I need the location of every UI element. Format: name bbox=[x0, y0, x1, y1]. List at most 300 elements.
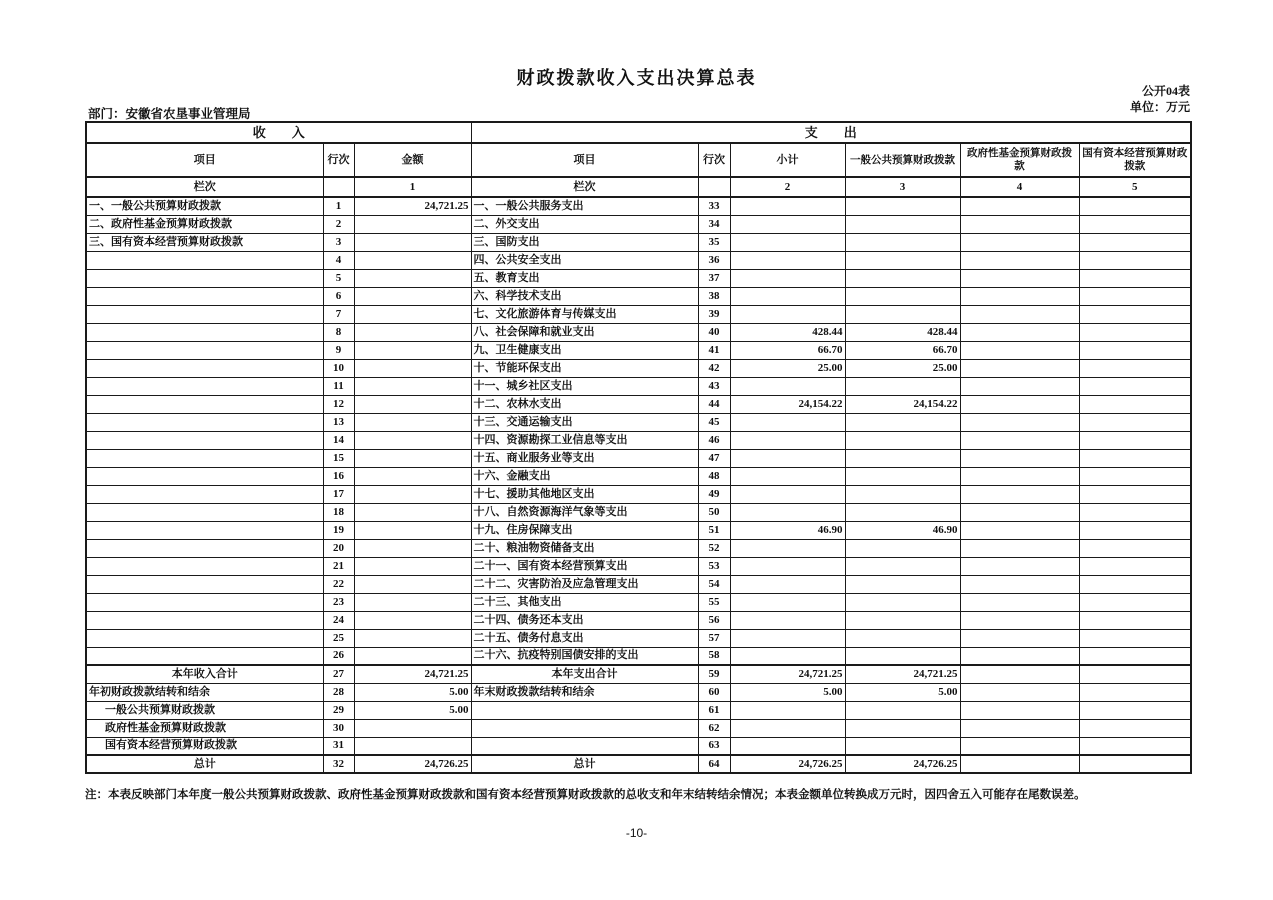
income-line-cell: 4 bbox=[323, 251, 354, 269]
income-lanci-blank bbox=[323, 177, 354, 197]
income-item-cell bbox=[86, 467, 323, 485]
expense-line-cell: 35 bbox=[698, 233, 730, 251]
expense-capital-cell bbox=[1079, 413, 1191, 431]
expense-general-cell: 428.44 bbox=[845, 323, 960, 341]
footnote: 注：本表反映部门本年度一般公共预算财政拨款、政府性基金预算财政拨款和国有资本经营预算财政拨款的总收支和年末结转结余情况；本表金额单位转换成万元时，因四舍五入可能存在尾数误差。 bbox=[85, 789, 1086, 801]
expense-subtotal-cell: 25.00 bbox=[730, 359, 845, 377]
expense-item-cell: 三、国防支出 bbox=[471, 233, 698, 251]
expense-line-cell: 36 bbox=[698, 251, 730, 269]
income-line-cell: 7 bbox=[323, 305, 354, 323]
income-line-cell: 10 bbox=[323, 359, 354, 377]
table-row bbox=[86, 629, 1191, 647]
expense-general-cell: 24,721.25 bbox=[845, 665, 960, 683]
expense-item-cell: 二十三、其他支出 bbox=[471, 593, 698, 611]
expense-item-cell: 八、社会保障和就业支出 bbox=[471, 323, 698, 341]
expense-capital-cell bbox=[1079, 737, 1191, 755]
income-item-cell bbox=[86, 521, 323, 539]
expense-general-cell bbox=[845, 377, 960, 395]
expense-item-cell: 二十五、债务付息支出 bbox=[471, 629, 698, 647]
table-row bbox=[86, 395, 1191, 413]
expense-general-cell bbox=[845, 431, 960, 449]
table-row bbox=[86, 449, 1191, 467]
expense-item-cell bbox=[471, 719, 698, 737]
income-amount-cell: 5.00 bbox=[354, 683, 471, 701]
income-item-cell: 一般公共预算财政拨款 bbox=[86, 701, 323, 719]
expense-capital-cell bbox=[1079, 539, 1191, 557]
table-row bbox=[86, 413, 1191, 431]
income-amount-cell bbox=[354, 485, 471, 503]
expense-fund-cell bbox=[960, 629, 1079, 647]
expense-general-cell bbox=[845, 719, 960, 737]
table-row bbox=[86, 287, 1191, 305]
expense-general-cell: 66.70 bbox=[845, 341, 960, 359]
table-row bbox=[86, 701, 1191, 719]
income-item-cell bbox=[86, 557, 323, 575]
income-item-cell bbox=[86, 377, 323, 395]
expense-fund-cell bbox=[960, 341, 1079, 359]
table-row bbox=[86, 341, 1191, 359]
expense-item-cell: 六、科学技术支出 bbox=[471, 287, 698, 305]
expense-line-cell: 61 bbox=[698, 701, 730, 719]
income-line-cell: 26 bbox=[323, 647, 354, 665]
table-row bbox=[86, 665, 1191, 683]
income-amount-cell bbox=[354, 341, 471, 359]
income-line-cell: 20 bbox=[323, 539, 354, 557]
expense-subtotal-cell: 46.90 bbox=[730, 521, 845, 539]
income-line-cell: 17 bbox=[323, 485, 354, 503]
income-amount-cell bbox=[354, 287, 471, 305]
income-item-cell bbox=[86, 593, 323, 611]
expense-fund-cell bbox=[960, 647, 1079, 665]
expense-item-cell: 十六、金融支出 bbox=[471, 467, 698, 485]
expense-subtotal-cell bbox=[730, 467, 845, 485]
expense-fund-cell bbox=[960, 665, 1079, 683]
income-line-cell: 8 bbox=[323, 323, 354, 341]
expense-subtotal-cell bbox=[730, 557, 845, 575]
table-row bbox=[86, 377, 1191, 395]
expense-subtotal-cell bbox=[730, 539, 845, 557]
expense-line-cell: 37 bbox=[698, 269, 730, 287]
expense-subtotal-cell bbox=[730, 305, 845, 323]
table-row bbox=[86, 539, 1191, 557]
income-line-cell: 30 bbox=[323, 719, 354, 737]
income-item-cell bbox=[86, 449, 323, 467]
expense-line-cell: 48 bbox=[698, 467, 730, 485]
expense-fund-cell bbox=[960, 449, 1079, 467]
table-row bbox=[86, 503, 1191, 521]
expense-subtotal-cell: 428.44 bbox=[730, 323, 845, 341]
table-meta bbox=[1130, 83, 1190, 115]
expense-subtotal-cell bbox=[730, 629, 845, 647]
expense-capital-cell bbox=[1079, 215, 1191, 233]
income-section-header: 收 入 bbox=[86, 122, 471, 143]
expense-fund-cell bbox=[960, 269, 1079, 287]
income-amount-cell bbox=[354, 647, 471, 665]
expense-line-cell: 45 bbox=[698, 413, 730, 431]
expense-general-cell: 24,154.22 bbox=[845, 395, 960, 413]
income-line-cell: 19 bbox=[323, 521, 354, 539]
expense-col-num-4: 4 bbox=[960, 177, 1079, 197]
expense-line-cell: 62 bbox=[698, 719, 730, 737]
income-amount-cell bbox=[354, 521, 471, 539]
expense-subtotal-cell bbox=[730, 575, 845, 593]
expense-fund-cell bbox=[960, 557, 1079, 575]
expense-subtotal-cell bbox=[730, 611, 845, 629]
income-amount-cell bbox=[354, 395, 471, 413]
expense-line-cell: 64 bbox=[698, 755, 730, 773]
expense-line-cell: 40 bbox=[698, 323, 730, 341]
income-amount-cell bbox=[354, 503, 471, 521]
department-label: 部门：安徽省农垦事业管理局 bbox=[88, 107, 251, 121]
income-item-cell bbox=[86, 359, 323, 377]
expense-line-cell: 54 bbox=[698, 575, 730, 593]
expense-general-cell bbox=[845, 503, 960, 521]
income-item-cell bbox=[86, 251, 323, 269]
expense-item-cell: 二十、粮油物资储备支出 bbox=[471, 539, 698, 557]
expense-general-cell bbox=[845, 647, 960, 665]
table-row bbox=[86, 233, 1191, 251]
expense-lanci-blank bbox=[698, 177, 730, 197]
income-item-cell: 一、一般公共预算财政拨款 bbox=[86, 197, 323, 215]
expense-fund-cell bbox=[960, 377, 1079, 395]
income-item-cell bbox=[86, 323, 323, 341]
expense-col-num-2: 2 bbox=[730, 177, 845, 197]
table-row bbox=[86, 755, 1191, 773]
income-amount-cell bbox=[354, 269, 471, 287]
expense-general-cell bbox=[845, 485, 960, 503]
expense-fund-cell bbox=[960, 305, 1079, 323]
expense-line-cell: 51 bbox=[698, 521, 730, 539]
income-amount-cell bbox=[354, 575, 471, 593]
expense-capital-cell bbox=[1079, 701, 1191, 719]
expense-fund-cell bbox=[960, 431, 1079, 449]
income-item-cell: 政府性基金预算财政拨款 bbox=[86, 719, 323, 737]
expense-capital-cell bbox=[1079, 557, 1191, 575]
expense-general-cell bbox=[845, 539, 960, 557]
income-line-cell: 13 bbox=[323, 413, 354, 431]
income-item-cell: 二、政府性基金预算财政拨款 bbox=[86, 215, 323, 233]
income-amount-cell bbox=[354, 719, 471, 737]
expense-item-cell: 二十四、债务还本支出 bbox=[471, 611, 698, 629]
income-amount-cell bbox=[354, 737, 471, 755]
expense-line-cell: 59 bbox=[698, 665, 730, 683]
income-line-cell: 16 bbox=[323, 467, 354, 485]
expense-line-cell: 63 bbox=[698, 737, 730, 755]
income-line-cell: 15 bbox=[323, 449, 354, 467]
expense-line-cell: 49 bbox=[698, 485, 730, 503]
expense-capital-cell bbox=[1079, 647, 1191, 665]
expense-item-cell: 二十二、灾害防治及应急管理支出 bbox=[471, 575, 698, 593]
income-line-cell: 1 bbox=[323, 197, 354, 215]
expense-fund-cell bbox=[960, 233, 1079, 251]
expense-general-cell bbox=[845, 701, 960, 719]
table-row bbox=[86, 611, 1191, 629]
expense-subtotal-cell: 24,154.22 bbox=[730, 395, 845, 413]
expense-line-cell: 56 bbox=[698, 611, 730, 629]
income-line-cell: 6 bbox=[323, 287, 354, 305]
expense-general-cell bbox=[845, 611, 960, 629]
expense-item-cell: 十八、自然资源海洋气象等支出 bbox=[471, 503, 698, 521]
income-line-cell: 29 bbox=[323, 701, 354, 719]
expense-fund-cell bbox=[960, 323, 1079, 341]
income-amount-cell bbox=[354, 431, 471, 449]
expense-fund-cell bbox=[960, 521, 1079, 539]
income-item-cell: 总计 bbox=[86, 755, 323, 773]
expense-capital-cell bbox=[1079, 719, 1191, 737]
section-header-row bbox=[86, 122, 1191, 143]
expense-capital-cell bbox=[1079, 755, 1191, 773]
expense-subtotal-cell bbox=[730, 701, 845, 719]
table-row bbox=[86, 215, 1191, 233]
expense-capital-cell bbox=[1079, 431, 1191, 449]
income-amount-cell: 5.00 bbox=[354, 701, 471, 719]
income-amount-cell bbox=[354, 251, 471, 269]
expense-line-cell: 41 bbox=[698, 341, 730, 359]
expense-line-cell: 53 bbox=[698, 557, 730, 575]
expense-col-line: 行次 bbox=[698, 143, 730, 177]
expense-item-cell: 一、一般公共服务支出 bbox=[471, 197, 698, 215]
expense-col-capital: 国有资本经营预算财政拨款 bbox=[1079, 143, 1191, 177]
income-item-cell bbox=[86, 629, 323, 647]
income-item-cell bbox=[86, 575, 323, 593]
income-line-cell: 22 bbox=[323, 575, 354, 593]
expense-capital-cell bbox=[1079, 593, 1191, 611]
expense-item-cell: 十、节能环保支出 bbox=[471, 359, 698, 377]
table-row bbox=[86, 359, 1191, 377]
expense-line-cell: 42 bbox=[698, 359, 730, 377]
table-row bbox=[86, 683, 1191, 701]
expense-subtotal-cell: 66.70 bbox=[730, 341, 845, 359]
income-amount-cell bbox=[354, 215, 471, 233]
income-line-cell: 32 bbox=[323, 755, 354, 773]
income-item-cell bbox=[86, 503, 323, 521]
expense-general-cell bbox=[845, 413, 960, 431]
table-body bbox=[86, 197, 1191, 773]
income-line-cell: 14 bbox=[323, 431, 354, 449]
income-amount-cell bbox=[354, 359, 471, 377]
income-amount-cell bbox=[354, 449, 471, 467]
income-item-cell bbox=[86, 539, 323, 557]
income-line-cell: 31 bbox=[323, 737, 354, 755]
income-item-cell bbox=[86, 305, 323, 323]
income-item-cell bbox=[86, 287, 323, 305]
income-line-cell: 18 bbox=[323, 503, 354, 521]
income-amount-cell bbox=[354, 233, 471, 251]
expense-fund-cell bbox=[960, 467, 1079, 485]
expense-capital-cell bbox=[1079, 251, 1191, 269]
expense-subtotal-cell: 24,721.25 bbox=[730, 665, 845, 683]
expense-capital-cell bbox=[1079, 575, 1191, 593]
expense-capital-cell bbox=[1079, 323, 1191, 341]
income-item-cell bbox=[86, 341, 323, 359]
expense-line-cell: 55 bbox=[698, 593, 730, 611]
expense-item-cell bbox=[471, 737, 698, 755]
expense-line-cell: 39 bbox=[698, 305, 730, 323]
expense-item-cell: 二十一、国有资本经营预算支出 bbox=[471, 557, 698, 575]
expense-line-cell: 52 bbox=[698, 539, 730, 557]
income-line-cell: 23 bbox=[323, 593, 354, 611]
expense-fund-cell bbox=[960, 395, 1079, 413]
expense-line-cell: 50 bbox=[698, 503, 730, 521]
expense-fund-cell bbox=[960, 197, 1079, 215]
expense-general-cell bbox=[845, 197, 960, 215]
income-amount-cell bbox=[354, 539, 471, 557]
expense-subtotal-cell: 24,726.25 bbox=[730, 755, 845, 773]
table-row bbox=[86, 323, 1191, 341]
income-item-cell: 本年收入合计 bbox=[86, 665, 323, 683]
table-row bbox=[86, 251, 1191, 269]
expense-general-cell bbox=[845, 557, 960, 575]
expense-item-cell: 年末财政拨款结转和结余 bbox=[471, 683, 698, 701]
expense-subtotal-cell: 5.00 bbox=[730, 683, 845, 701]
table-row bbox=[86, 575, 1191, 593]
income-amount-cell: 24,726.25 bbox=[354, 755, 471, 773]
income-lanci-label: 栏次 bbox=[86, 177, 323, 197]
expense-col-subtotal: 小计 bbox=[730, 143, 845, 177]
expense-line-cell: 34 bbox=[698, 215, 730, 233]
column-header-row bbox=[86, 143, 1191, 177]
table-row bbox=[86, 647, 1191, 665]
expense-capital-cell bbox=[1079, 503, 1191, 521]
expense-general-cell: 5.00 bbox=[845, 683, 960, 701]
table-row bbox=[86, 197, 1191, 215]
expense-col-num-5: 5 bbox=[1079, 177, 1191, 197]
income-amount-cell bbox=[354, 593, 471, 611]
expense-line-cell: 58 bbox=[698, 647, 730, 665]
page-title: 财政拨款收入支出决算总表 bbox=[516, 68, 757, 88]
expense-subtotal-cell bbox=[730, 485, 845, 503]
income-line-cell: 9 bbox=[323, 341, 354, 359]
income-col-num-1: 1 bbox=[354, 177, 471, 197]
expense-capital-cell bbox=[1079, 269, 1191, 287]
expense-col-item: 项目 bbox=[471, 143, 698, 177]
expense-general-cell bbox=[845, 467, 960, 485]
expense-general-cell bbox=[845, 593, 960, 611]
expense-fund-cell bbox=[960, 593, 1079, 611]
income-amount-cell bbox=[354, 611, 471, 629]
column-index-row bbox=[86, 177, 1191, 197]
expense-fund-cell bbox=[960, 575, 1079, 593]
expense-general-cell bbox=[845, 305, 960, 323]
table-code: 公开04表 bbox=[1141, 84, 1190, 98]
expense-item-cell: 十五、商业服务业等支出 bbox=[471, 449, 698, 467]
expense-section-header: 支 出 bbox=[471, 122, 1191, 143]
expense-subtotal-cell bbox=[730, 503, 845, 521]
table-row bbox=[86, 521, 1191, 539]
expense-general-cell: 46.90 bbox=[845, 521, 960, 539]
expense-lanci-label: 栏次 bbox=[471, 177, 698, 197]
expense-item-cell: 二十六、抗疫特别国债安排的支出 bbox=[471, 647, 698, 665]
income-amount-cell bbox=[354, 323, 471, 341]
expense-fund-cell bbox=[960, 251, 1079, 269]
expense-item-cell bbox=[471, 701, 698, 719]
income-amount-cell: 24,721.25 bbox=[354, 197, 471, 215]
expense-general-cell bbox=[845, 251, 960, 269]
expense-capital-cell bbox=[1079, 341, 1191, 359]
expense-subtotal-cell bbox=[730, 215, 845, 233]
expense-capital-cell bbox=[1079, 395, 1191, 413]
expense-capital-cell bbox=[1079, 287, 1191, 305]
expense-item-cell: 十二、农林水支出 bbox=[471, 395, 698, 413]
expense-capital-cell bbox=[1079, 377, 1191, 395]
expense-fund-cell bbox=[960, 719, 1079, 737]
expense-general-cell bbox=[845, 215, 960, 233]
expense-capital-cell bbox=[1079, 449, 1191, 467]
income-amount-cell bbox=[354, 467, 471, 485]
income-col-amount: 金额 bbox=[354, 143, 471, 177]
expense-item-cell: 九、卫生健康支出 bbox=[471, 341, 698, 359]
expense-capital-cell bbox=[1079, 197, 1191, 215]
expense-subtotal-cell bbox=[730, 413, 845, 431]
expense-line-cell: 43 bbox=[698, 377, 730, 395]
expense-subtotal-cell bbox=[730, 197, 845, 215]
table-row bbox=[86, 269, 1191, 287]
table-row bbox=[86, 485, 1191, 503]
expense-general-cell bbox=[845, 575, 960, 593]
income-line-cell: 27 bbox=[323, 665, 354, 683]
expense-item-cell: 十七、援助其他地区支出 bbox=[471, 485, 698, 503]
income-col-item: 项目 bbox=[86, 143, 323, 177]
expense-fund-cell bbox=[960, 701, 1079, 719]
page-number: -10- bbox=[625, 826, 648, 840]
expense-fund-cell bbox=[960, 485, 1079, 503]
expense-subtotal-cell bbox=[730, 593, 845, 611]
table-row bbox=[86, 467, 1191, 485]
expense-capital-cell bbox=[1079, 305, 1191, 323]
expense-subtotal-cell bbox=[730, 449, 845, 467]
income-item-cell: 年初财政拨款结转和结余 bbox=[86, 683, 323, 701]
income-line-cell: 24 bbox=[323, 611, 354, 629]
expense-item-cell: 十九、住房保障支出 bbox=[471, 521, 698, 539]
expense-capital-cell bbox=[1079, 359, 1191, 377]
expense-fund-cell bbox=[960, 503, 1079, 521]
income-item-cell bbox=[86, 647, 323, 665]
income-line-cell: 21 bbox=[323, 557, 354, 575]
income-item-cell bbox=[86, 395, 323, 413]
table-row bbox=[86, 557, 1191, 575]
expense-item-cell: 四、公共安全支出 bbox=[471, 251, 698, 269]
expense-item-cell: 十四、资源勘探工业信息等支出 bbox=[471, 431, 698, 449]
income-amount-cell bbox=[354, 305, 471, 323]
income-item-cell bbox=[86, 485, 323, 503]
income-line-cell: 25 bbox=[323, 629, 354, 647]
expense-item-cell: 总计 bbox=[471, 755, 698, 773]
table-row bbox=[86, 719, 1191, 737]
table-row bbox=[86, 737, 1191, 755]
main-table bbox=[85, 121, 1192, 774]
expense-general-cell bbox=[845, 233, 960, 251]
expense-general-cell: 24,726.25 bbox=[845, 755, 960, 773]
expense-general-cell: 25.00 bbox=[845, 359, 960, 377]
expense-general-cell bbox=[845, 269, 960, 287]
expense-subtotal-cell bbox=[730, 251, 845, 269]
income-item-cell bbox=[86, 269, 323, 287]
expense-subtotal-cell bbox=[730, 647, 845, 665]
income-line-cell: 12 bbox=[323, 395, 354, 413]
expense-subtotal-cell bbox=[730, 719, 845, 737]
expense-capital-cell bbox=[1079, 233, 1191, 251]
expense-capital-cell bbox=[1079, 521, 1191, 539]
expense-subtotal-cell bbox=[730, 233, 845, 251]
expense-capital-cell bbox=[1079, 629, 1191, 647]
expense-fund-cell bbox=[960, 611, 1079, 629]
income-line-cell: 11 bbox=[323, 377, 354, 395]
expense-line-cell: 33 bbox=[698, 197, 730, 215]
income-item-cell: 国有资本经营预算财政拨款 bbox=[86, 737, 323, 755]
expense-item-cell: 五、教育支出 bbox=[471, 269, 698, 287]
expense-subtotal-cell bbox=[730, 737, 845, 755]
expense-fund-cell bbox=[960, 359, 1079, 377]
